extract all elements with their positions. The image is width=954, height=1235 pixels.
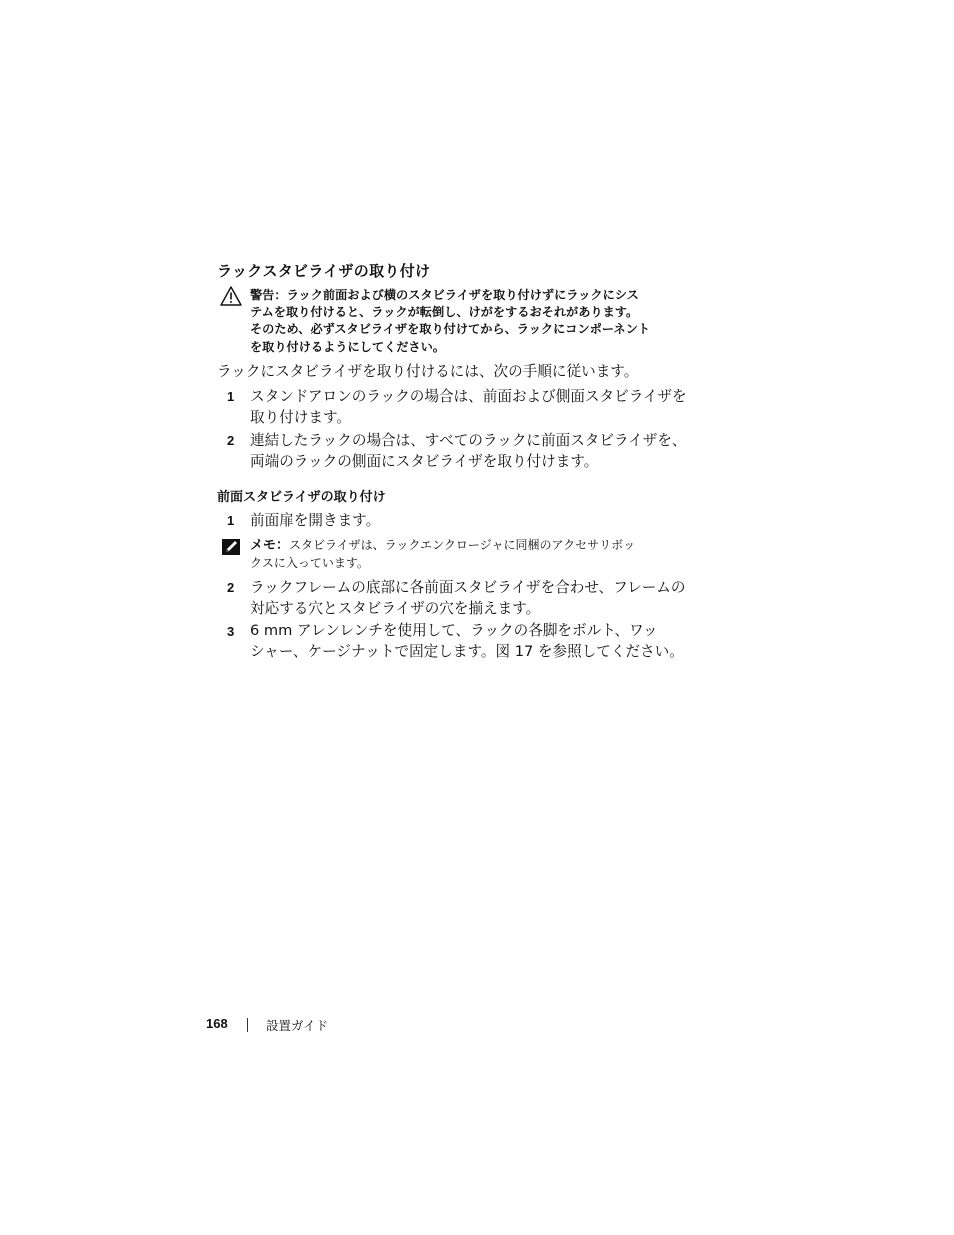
step-line: シャー、ケージナットで固定します。図 17 を参照してください。 [250,643,684,660]
subsection-heading: 前面スタビライザの取り付け [217,490,386,505]
warning-line-1 [250,287,650,304]
step-number: 1 [227,513,235,528]
step-text [250,510,380,531]
footer-divider [247,1018,248,1032]
warning-label: 警告： [250,288,287,302]
step-line: 6 mm アレンレンチを使用して、ラックの各脚をボルト、ワッ [250,622,658,639]
warning-triangle-icon [220,286,242,306]
note-text [250,537,635,572]
warning-line-2: テムを取り付けると、ラックが転倒し、けがをするおそれがあります。 [250,305,639,320]
step-line: 両端のラックの側面にスタビライザを取り付けます。 [250,453,599,470]
step-text [250,430,687,472]
step-line: 対応する穴とスタビライザの穴を揃えます。 [250,600,541,617]
step-text [250,386,687,428]
note-label: メモ： [250,538,290,553]
note-line-1 [250,537,635,555]
step-text [250,577,685,619]
step-number: 2 [227,433,235,448]
section-heading: ラックスタビライザの取り付け [217,262,431,280]
step-line: ラックフレームの底部に各前面スタビライザを合わせ、フレームの [250,579,686,596]
step-number: 3 [227,624,235,639]
page-number: 168 [206,1016,228,1031]
step-line: 連結したラックの場合は、すべてのラックに前面スタビライザを、 [250,432,687,449]
warning-line-1-text: ラック前面および横のスタビライザを取り付けずにラックにシス [286,288,639,302]
note-line-2: クスに入っています。 [250,555,369,570]
warning-line-4: を取り付けるようにしてください。 [250,339,445,354]
note-line-1-text: スタビライザは、ラックエンクロージャに同梱のアクセサリボッ [289,538,636,552]
step-line: スタンドアロンのラックの場合は、前面および側面スタビライザを [250,388,687,405]
intro-text: ラックにスタビライザを取り付けるには、次の手順に従います。 [217,363,639,380]
step-number: 2 [227,580,235,595]
step-text [250,620,684,662]
note-pencil-icon [221,538,241,556]
warning-text [250,287,650,356]
step-line: 前面扉を開きます。 [250,512,381,529]
warning-line-3: そのため、必ずスタビライザを取り付けてから、ラックにコンポーネント [250,322,650,337]
step-number: 1 [227,389,235,404]
step-line: 取り付けます。 [250,409,351,426]
footer-title: 設置ガイド [266,1018,329,1033]
